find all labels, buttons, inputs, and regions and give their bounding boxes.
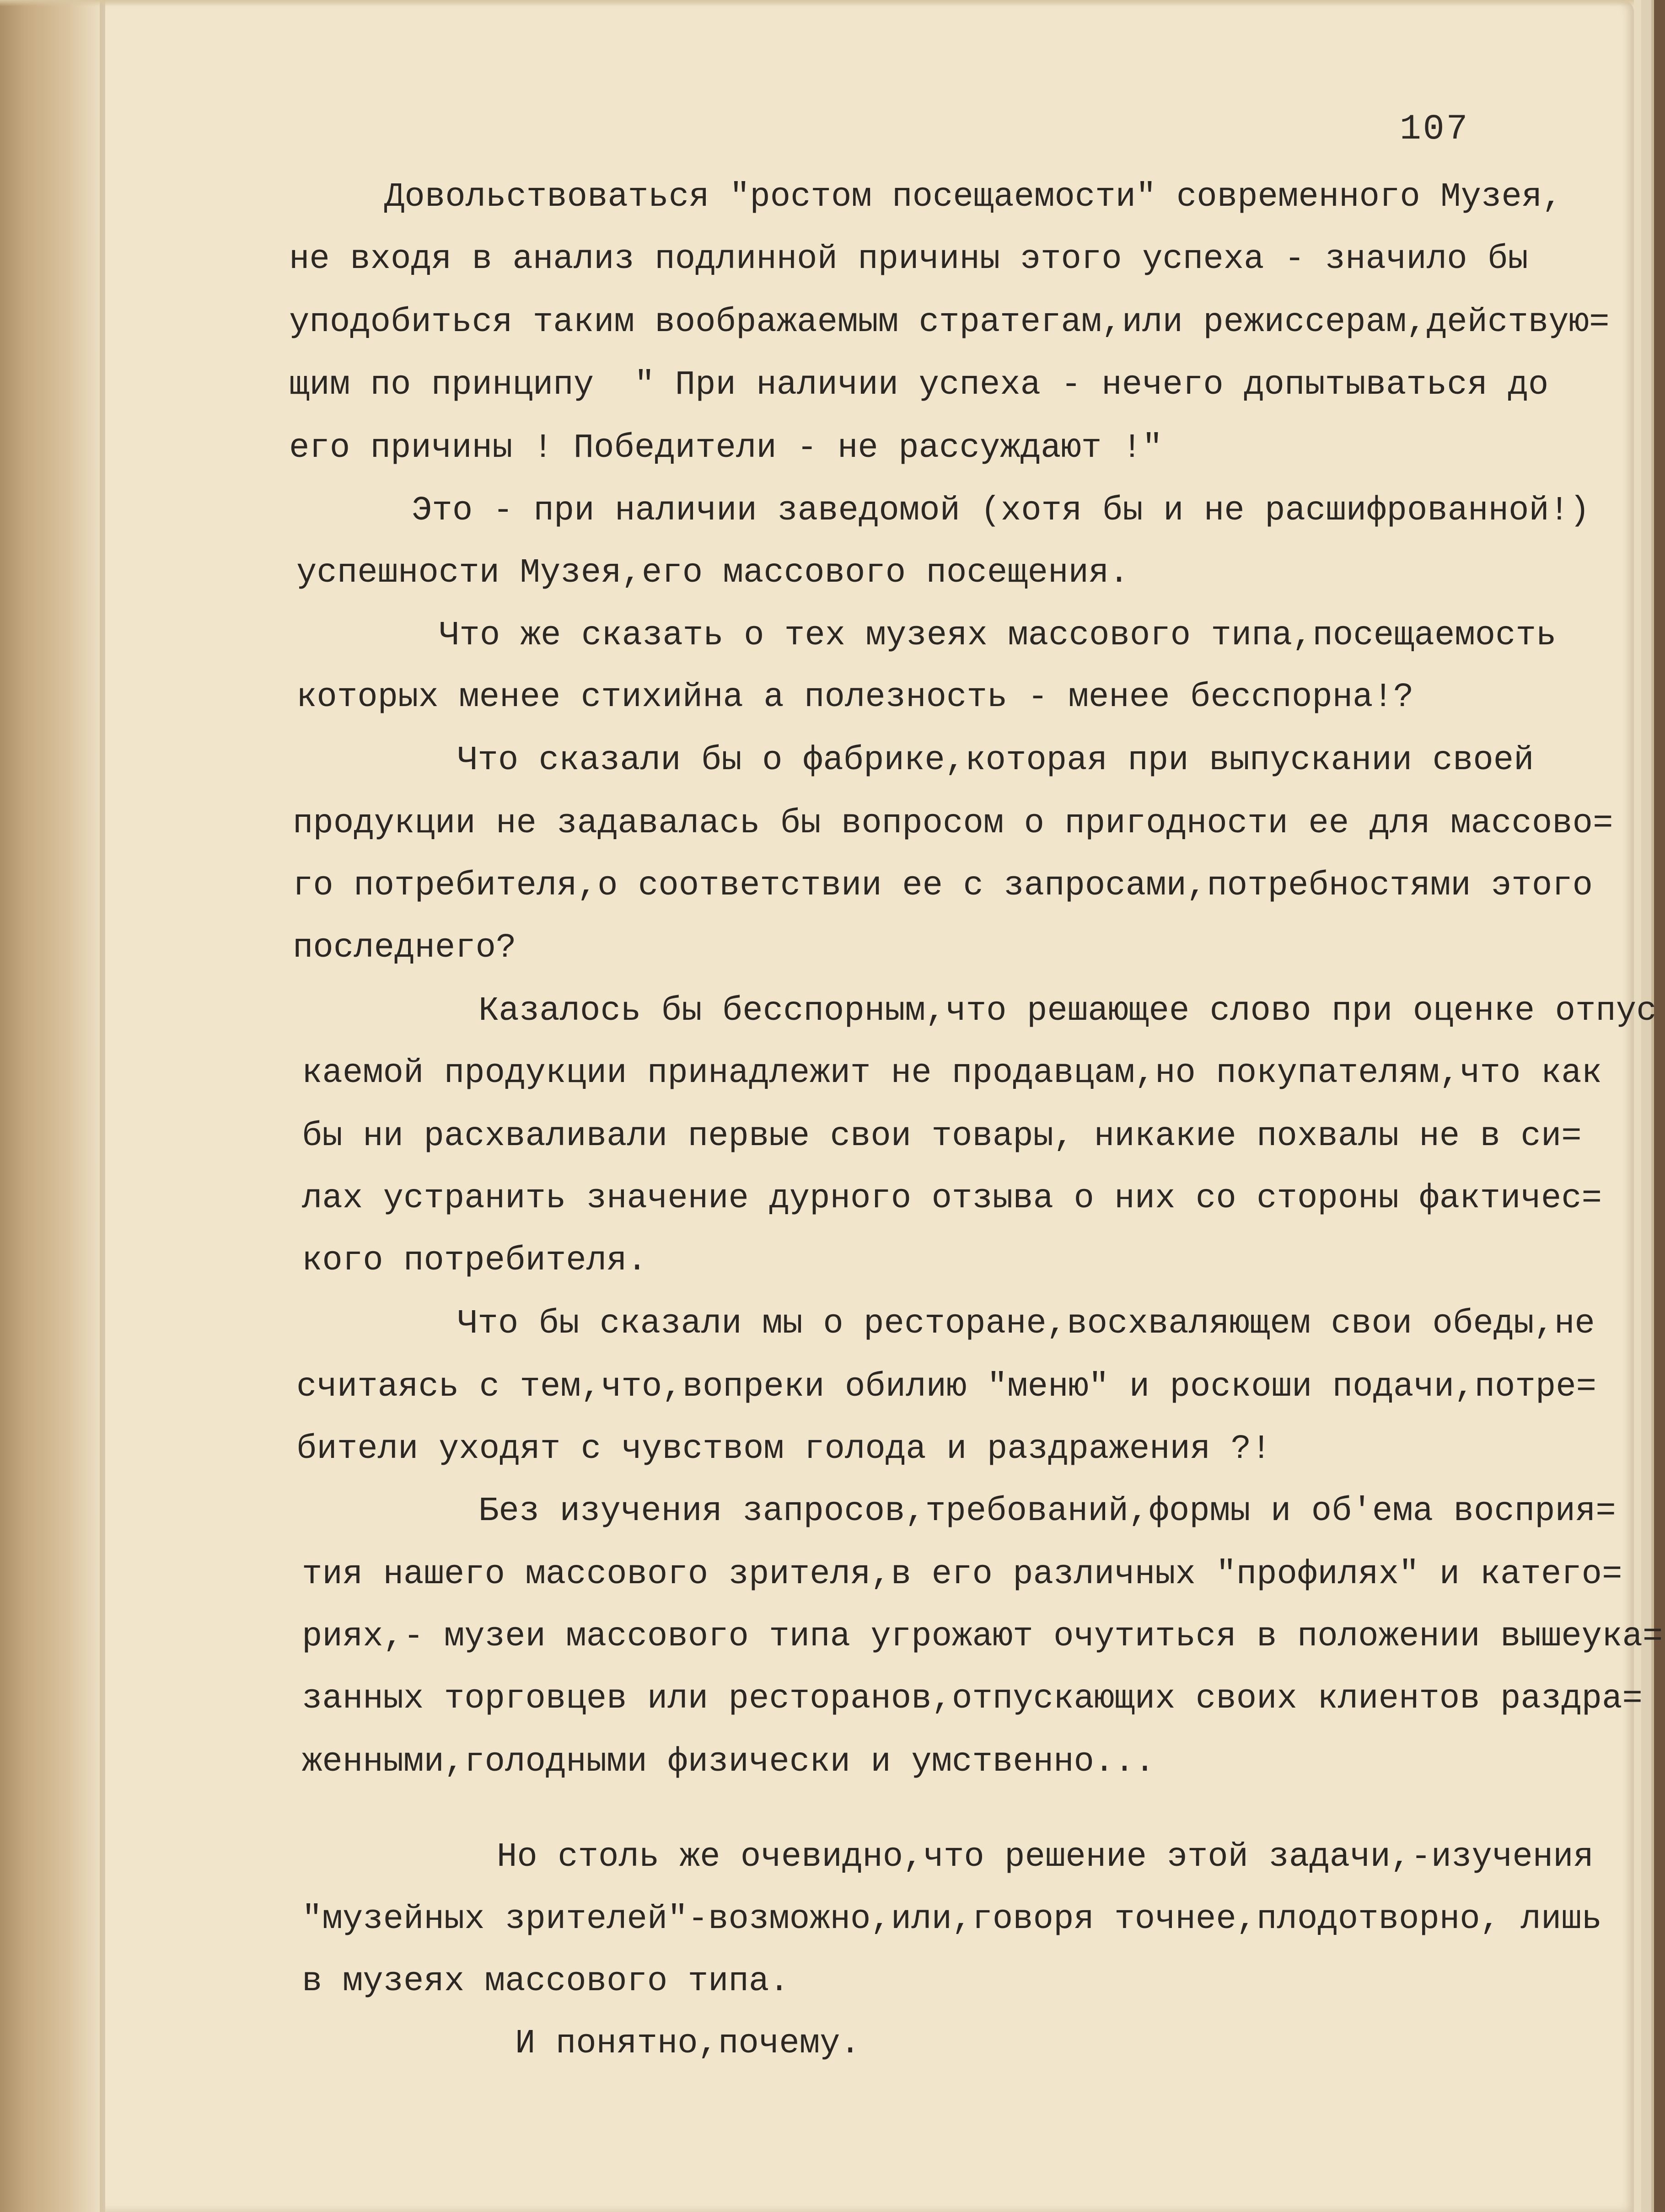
text-line: продукции не задавалась бы вопросом о пригодности ее для массово=	[293, 804, 1613, 843]
text-line: риях,- музеи массового типа угрожают очутиться в положении вышеука=	[302, 1617, 1663, 1656]
text-line: его причины ! Победители - не рассуждают !"	[289, 429, 1163, 467]
text-line: щим по принципу " При наличии успеха - нечего допытываться до	[289, 366, 1549, 404]
text-line: успешности Музея,его массового посещения.	[296, 554, 1129, 592]
text-line: Казалось бы бесспорным,что решающее слово при оценке отпус	[478, 992, 1657, 1030]
text-line: Но столь же очевидно,что решение этой задачи,-изучения	[497, 1838, 1594, 1876]
text-line: уподобиться таким воображаемым стратегам,или режиссерам,действую=	[289, 303, 1610, 342]
text-line: лах устранить значение дурного отзыва о них со стороны фактичес=	[302, 1179, 1602, 1218]
text-line: в музеях массового типа.	[302, 1962, 790, 2001]
text-line: которых менее стихийна а полезность - менее бесспорна!?	[296, 678, 1414, 717]
text-line: последнего?	[293, 929, 516, 967]
text-line: Что бы сказали мы о ресторане,восхваляющем свои обеды,не	[457, 1305, 1595, 1343]
text-line: И понятно,почему.	[515, 2025, 860, 2063]
text-line: Это - при наличии заведомой (хотя бы и не расшифрованной!)	[412, 492, 1590, 530]
text-line: Довольствоваться "ростом посещаемости" современного Музея,	[384, 178, 1563, 216]
text-line: бы ни расхваливали первые свои товары, никакие похвалы не в си=	[302, 1117, 1582, 1156]
text-line: женными,голодными физически и умственно...	[302, 1743, 1155, 1781]
text-line: "музейных зрителей"-возможно,или,говоря точнее,плодотворно, лишь	[302, 1900, 1602, 1939]
text-line: занных торговцев или ресторанов,отпускающих своих клиентов раздра=	[302, 1680, 1643, 1718]
text-line: каемой продукции принадлежит не продавцам,но покупателям,что как	[302, 1054, 1602, 1093]
text-line: Что сказали бы о фабрике,которая при выпускании своей	[457, 741, 1534, 780]
text-line: считаясь с тем,что,вопреки обилию "меню" и роскоши подачи,потре=	[296, 1368, 1597, 1406]
text-line: го потребителя,о соответствии ее с запросами,потребностями этого	[293, 867, 1593, 905]
page-number: 107	[1400, 109, 1470, 150]
text-line: бители уходят с чувством голода и раздражения ?!	[296, 1430, 1272, 1468]
text-line: Что же сказать о тех музеях массового типа,посещаемость	[439, 616, 1557, 655]
text-line: кого потребителя.	[302, 1242, 647, 1280]
text-line: тия нашего массового зрителя,в его различных "профилях" и катего=	[302, 1555, 1622, 1594]
text-line: не входя в анализ подлинной причины этого успеха - значило бы	[289, 240, 1528, 279]
text-line: Без изучения запросов,требований,формы и об'ема восприя=	[478, 1492, 1616, 1531]
